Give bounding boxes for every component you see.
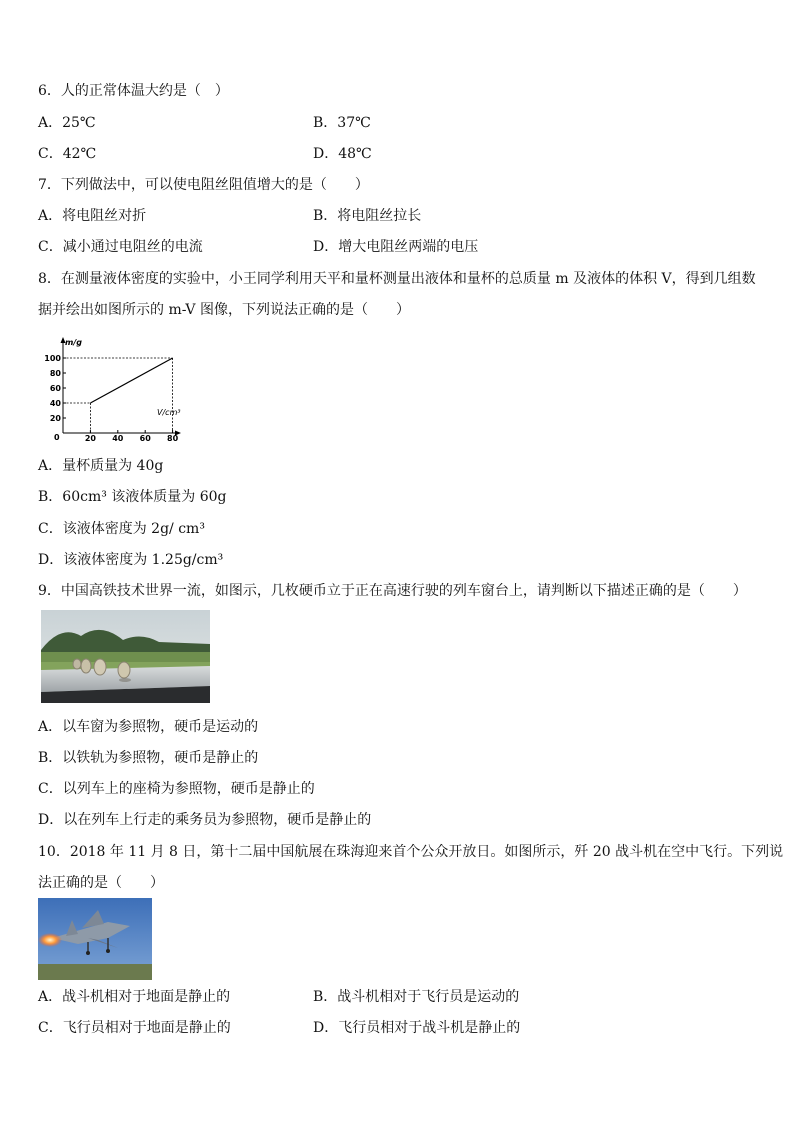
q8-stem-line1: 8．在测量液体密度的实验中，小王同学利用天平和量杯测量出液体和量杯的总质量 m 及液体的体积 V，得到几组数 — [38, 271, 756, 287]
q8-option-a: A．量杯质量为 40g — [38, 458, 164, 474]
q6-option-c: C．42℃ — [38, 146, 97, 162]
q8-stem-line2: 据并绘出如图所示的 m-V 图像，下列说法正确的是（ ） — [38, 302, 410, 318]
q8-option-c: C．该液体密度为 2g/ cm³ — [38, 521, 205, 537]
y-tick-label: 60 — [49, 384, 61, 393]
fighter-jet-photo — [38, 898, 152, 980]
q10-option-d: D．飞行员相对于战斗机是静止的 — [313, 1020, 521, 1036]
q7-stem: 7．下列做法中，可以使电阻丝阻值增大的是（ ） — [38, 177, 369, 193]
q9-option-c: C．以列车上的座椅为参照物，硬币是静止的 — [38, 781, 315, 797]
y-tick-label: 80 — [49, 369, 61, 378]
q9-option-a: A．以车窗为参照物，硬币是运动的 — [38, 719, 259, 735]
q10-stem-line1: 10．2018 年 11 月 8 日，第十二届中国航展在珠海迎来首个公众开放日。如图所示，歼 20 战斗机在空中飞行。下列说 — [38, 844, 784, 860]
origin-label: 0 — [54, 433, 60, 442]
train-window-coins-photo — [41, 610, 210, 703]
q6-option-b: B．37℃ — [313, 115, 371, 131]
q10-stem-line2: 法正确的是（ ） — [38, 875, 164, 891]
q9-option-d: D．以在列车上行走的乘务员为参照物，硬币是静止的 — [38, 812, 372, 828]
x-tick-label: 80 — [167, 434, 179, 442]
m-v-graph — [38, 336, 183, 442]
y-tick-label: 40 — [49, 399, 61, 408]
x-tick-label: 40 — [112, 434, 124, 442]
q6-option-a: A．25℃ — [38, 115, 96, 131]
q8-option-b: B．60cm³ 该液体质量为 60g — [38, 489, 227, 505]
x-tick-label: 20 — [84, 434, 96, 442]
q6-stem: 6．人的正常体温大约是（ ） — [38, 83, 229, 99]
q9-option-b: B．以铁轨为参照物，硬币是静止的 — [38, 750, 259, 766]
y-tick-label: 100 — [44, 354, 61, 363]
q9-stem: 9．中国高铁技术世界一流，如图示，几枚硬币立于正在高速行驶的列车窗台上，请判断以下描述正确的是（ ） — [38, 583, 747, 599]
q10-option-a: A．战斗机相对于地面是静止的 — [38, 989, 231, 1005]
q10-option-b: B．战斗机相对于飞行员是运动的 — [313, 989, 520, 1005]
q7-option-c: C．减小通过电阻丝的电流 — [38, 239, 203, 255]
q8-option-d: D．该液体密度为 1.25g/cm³ — [38, 552, 224, 568]
data-line — [90, 358, 172, 403]
y-axis-label: m/g — [65, 338, 82, 347]
q7-option-a: A．将电阻丝对折 — [38, 208, 147, 224]
q10-option-c: C．飞行员相对于地面是静止的 — [38, 1020, 231, 1036]
q7-option-d: D．增大电阻丝两端的电压 — [313, 239, 479, 255]
x-tick-label: 60 — [139, 434, 151, 442]
q7-option-b: B．将电阻丝拉长 — [313, 208, 422, 224]
x-axis-label: V/cm³ — [157, 408, 181, 417]
q6-option-d: D．48℃ — [313, 146, 372, 162]
y-tick-label: 20 — [49, 414, 61, 423]
